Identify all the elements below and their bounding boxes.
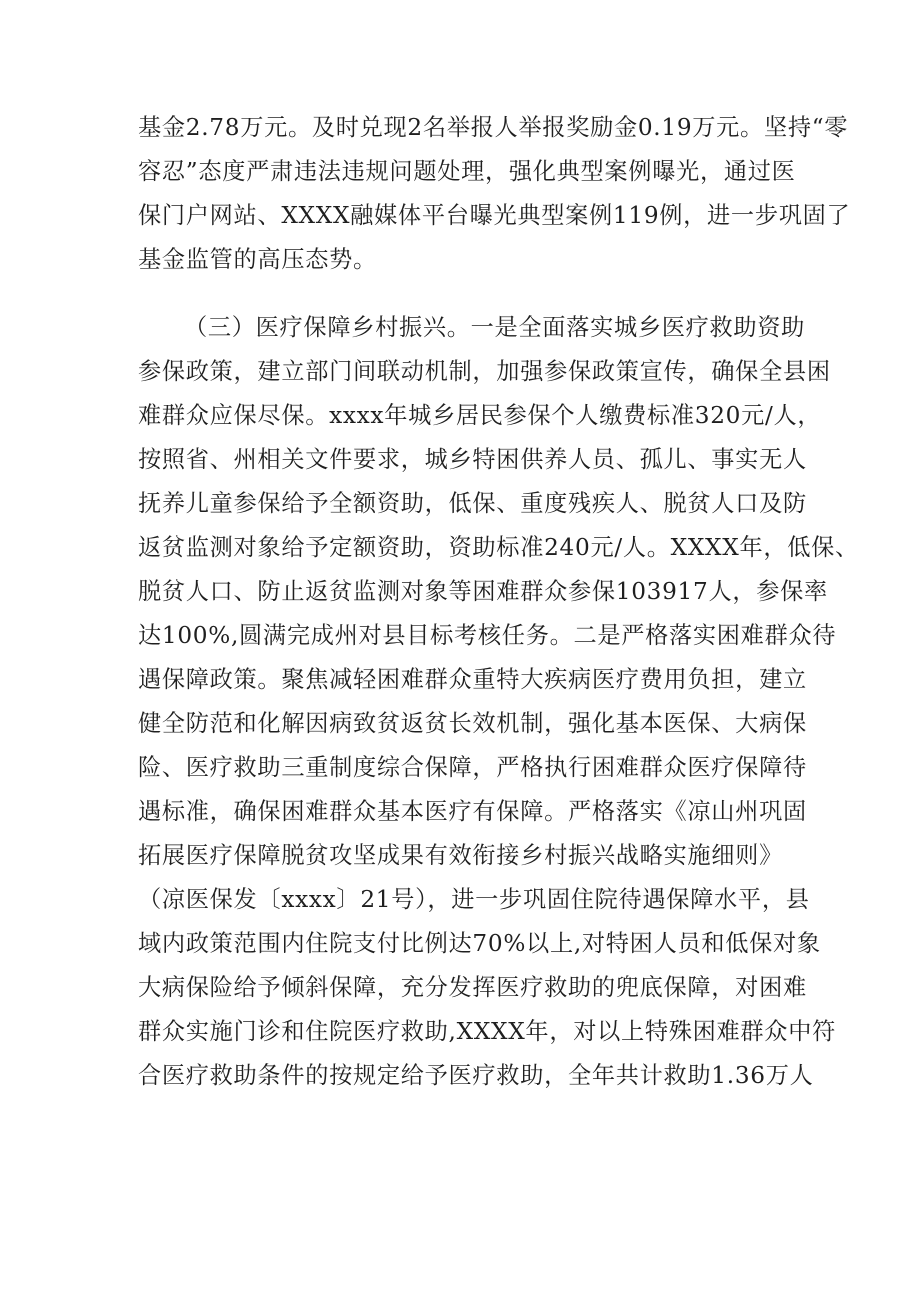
- text-line-15: 险、医疗救助三重制度综合保障，严格执行困难群众医疗保障待: [138, 754, 807, 781]
- text-line-13: 遇保障政策。聚焦减轻困难群众重特大疾病医疗费用负担，建立: [138, 666, 807, 693]
- text-line-21: 群众实施门诊和住院医疗救助,XXXX年，对以上特殊困难群众中符: [138, 1018, 836, 1045]
- text-line-2: 容忍”态度严肃违法违规问题处理，强化典型案例曝光，通过医: [138, 158, 796, 185]
- text-line-9: 抚养儿童参保给予全额资助，低保、重度残疾人、脱贫人口及防: [138, 490, 807, 517]
- text-line-20: 大病保险给予倾斜保障，充分发挥医疗救助的兜底保障，对困难: [138, 974, 807, 1001]
- text-line-16: 遇标准，确保困难群众基本医疗有保障。严格落实《凉山州巩固: [138, 798, 807, 825]
- text-line-4: 基金监管的高压态势。: [138, 246, 377, 273]
- text-line-17: 拓展医疗保障脱贫攻坚成果有效衔接乡村振兴战略实施细则》: [138, 842, 783, 869]
- text-line-8: 按照省、州相关文件要求，城乡特困供养人员、孤儿、事实无人: [138, 446, 807, 473]
- text-line-1: 基金2.78万元。及时兑现2名举报人举报奖励金0.19万元。坚持“零: [138, 114, 849, 141]
- text-line-12: 达100%,圆满完成州对县目标考核任务。二是严格落实困难群众待: [138, 622, 837, 649]
- text-line-10: 返贫监测对象给予定额资助，资助标准240元/人。XXXX年，低保、: [138, 534, 859, 561]
- text-line-22: 合医疗救助条件的按规定给予医疗救助，全年共计救助1.36万人: [138, 1062, 814, 1089]
- text-line-19: 域内政策范围内住院支付比例达70%以上,对特困人员和低保对象: [138, 930, 821, 957]
- text-line-7: 难群众应保尽保。xxxx年城乡居民参保个人缴费标准320元/人，: [138, 402, 822, 429]
- text-line-6: 参保政策，建立部门间联动机制，加强参保政策宣传，确保全县困: [138, 358, 831, 385]
- text-line-11: 脱贫人口、防止返贫监测对象等困难群众参保103917人，参保率: [138, 578, 828, 605]
- text-line-14: 健全防范和化解因病致贫返贫长效机制，强化基本医保、大病保: [138, 710, 807, 737]
- text-line-3: 保门户网站、XXXX融媒体平台曝光典型案例119例，进一步巩固了: [138, 202, 851, 229]
- text-line-18: （凉医保发〔xxxx〕21号），进一步巩固住院待遇保障水平，县: [138, 886, 810, 913]
- text-line-5: （三）医疗保障乡村振兴。一是全面落实城乡医疗救助资助: [184, 314, 806, 341]
